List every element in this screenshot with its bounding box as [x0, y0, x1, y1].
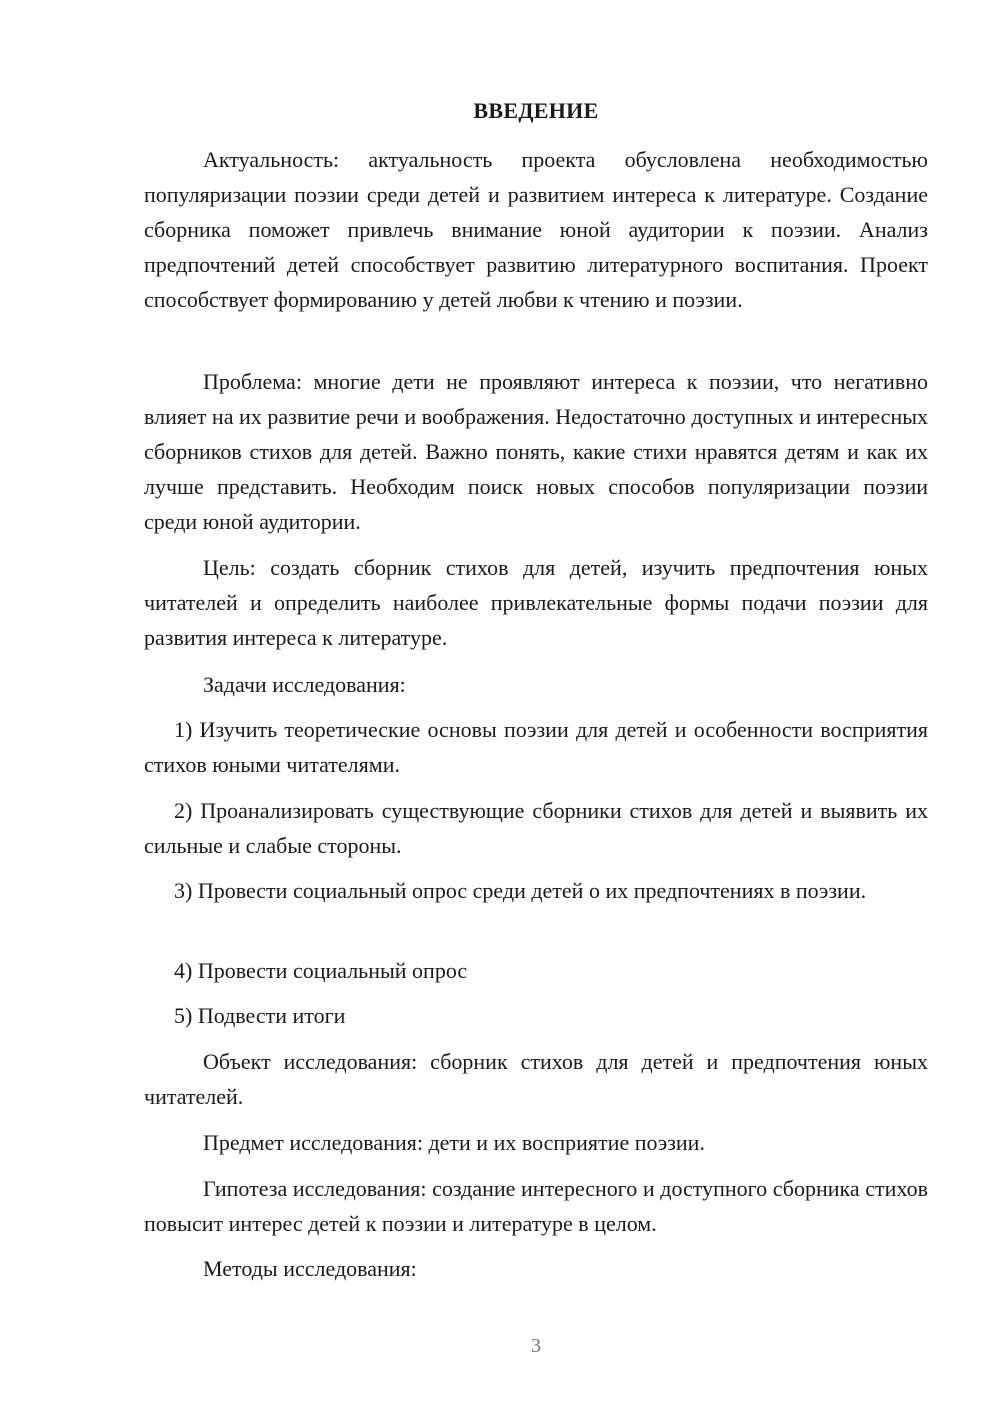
task-item-5: 5) Подвести итоги	[174, 1003, 346, 1028]
task-item-3: 3) Провести социальный опрос среди детей о их предпочтениях в поэзии.	[174, 878, 867, 903]
research-hypothesis-paragraph: Гипотеза исследования: создание интересного и доступного сборника стихов повысит интерес детей к поэзии и литературе в целом.	[144, 1176, 928, 1236]
research-methods-paragraph: Методы исследования:	[203, 1256, 417, 1281]
tasks-heading: Задачи исследования:	[203, 672, 406, 697]
task-item-4: 4) Провести социальный опрос	[174, 958, 468, 983]
research-subject-paragraph: Предмет исследования: дети и их восприятие поэзии.	[203, 1130, 705, 1155]
page-number: 3	[531, 1335, 541, 1357]
research-object-paragraph: Объект исследования: сборник стихов для детей и предпочтения юных читателей.	[144, 1049, 928, 1109]
relevance-paragraph: Актуальность: актуальность проекта обусловлена необходимостью популяризации поэзии среди детей и развитием интереса к литературе. Создание сборника поможет привлечь внимание юной аудитории к поэзии. Анализ предпочтений детей способствует развитию литературного воспитания. Проект способствует формированию у детей любви к чтению и поэзии.	[144, 147, 928, 312]
task-item-2: 2) Проанализировать существующие сборники стихов для детей и выявить их сильные и слабые стороны.	[144, 798, 928, 858]
goal-paragraph: Цель: создать сборник стихов для детей, изучить предпочтения юных читателей и определить наиболее привлекательные формы подачи поэзии для развития интереса к литературе.	[144, 555, 928, 650]
section-heading: ВВЕДЕНИЕ	[473, 98, 599, 123]
task-item-1: 1) Изучить теоретические основы поэзии для детей и особенности восприятия стихов юными читателями.	[144, 717, 928, 777]
problem-paragraph: Проблема: многие дети не проявляют интереса к поэзии, что негативно влияет на их развитие речи и воображения. Недостаточно доступных и интересных сборников стихов для детей. Важно понять, какие стихи нравятся детям и как их лучше представить. Необходим поиск новых способов популяризации поэзии среди юной аудитории.	[144, 369, 928, 534]
